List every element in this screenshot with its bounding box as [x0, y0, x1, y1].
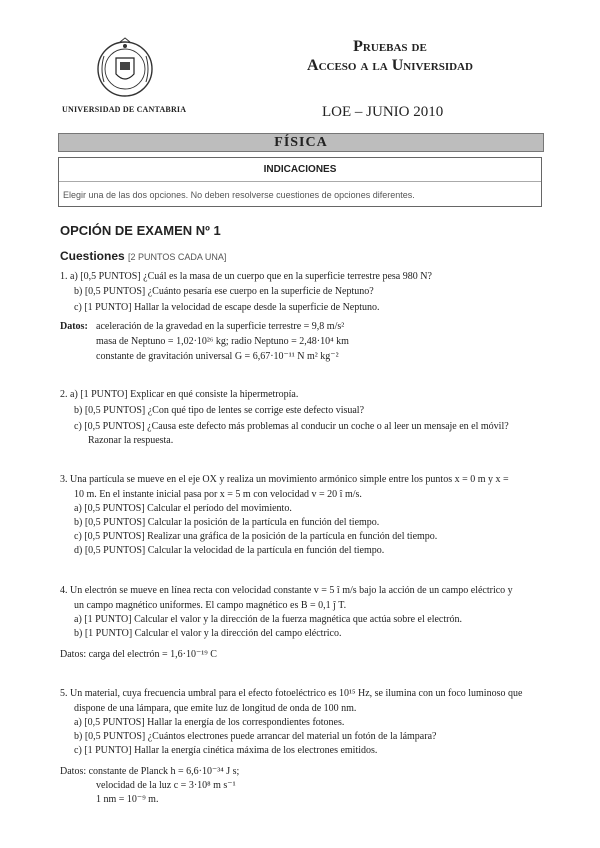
q2-part-a: 2. a) [1 PUNTO] Explicar en qué consiste la hipermetropía.: [60, 389, 299, 400]
exam-title: [260, 38, 520, 76]
cuestiones-points: [2 PUNTOS CADA UNA]: [128, 252, 227, 262]
q2-part-c-cont: Razonar la respuesta.: [88, 435, 174, 446]
seal-emblem-icon: [96, 36, 154, 102]
q3-intro-1: 3. Una partícula se mueve en el eje OX y realiza un movimiento armónico simple entre los puntos x = 0 m y x =: [60, 474, 509, 485]
indications-box: [58, 157, 542, 207]
q3-part-b: b) [0,5 PUNTOS] Calcular la posición de la partícula en función del tiempo.: [74, 517, 380, 528]
q5-data-2: velocidad de la luz c = 3·10⁸ m s⁻¹: [96, 780, 236, 791]
university-seal: [96, 36, 154, 102]
q5-data-1: Datos: constante de Planck h = 6,6·10⁻³⁴ J s;: [60, 766, 240, 777]
q1-data-3: constante de gravitación universal G = 6,67·10⁻¹¹ N m² kg⁻²: [96, 351, 339, 362]
university-name: UNIVERSIDAD DE CANTABRIA: [62, 105, 187, 114]
option-title: OPCIÓN DE EXAMEN Nº 1: [60, 223, 221, 238]
q5-intro-1: 5. Un material, cuya frecuencia umbral para el efecto fotoeléctrico es 10¹⁵ Hz, se ilumina con un foco luminoso que: [60, 688, 523, 699]
indications-heading: INDICACIONES: [263, 164, 337, 175]
q4-part-a: a) [1 PUNTO] Calcular el valor y la dirección de la fuerza magnética que actúa sobre el electrón.: [74, 614, 462, 625]
q1-part-b: b) [0,5 PUNTOS] ¿Cuánto pesaría ese cuerpo en la superficie de Neptuno?: [74, 286, 374, 297]
indications-divider: [59, 181, 541, 182]
q5-part-a: a) [0,5 PUNTOS] Hallar la energía de los correspondientes fotones.: [74, 717, 345, 728]
exam-title-line1: Pruebas de: [353, 38, 427, 55]
q5-data-3: 1 nm = 10⁻⁹ m.: [96, 794, 159, 805]
q2-part-b: b) [0,5 PUNTOS] ¿Con qué tipo de lentes se corrige este defecto visual?: [74, 405, 365, 416]
subject-bar: [58, 133, 544, 152]
q5-part-c: c) [1 PUNTO] Hallar la energía cinética máxima de los electrones emitidos.: [74, 745, 378, 756]
q1-data-1: aceleración de la gravedad en la superficie terrestre = 9,8 m/s²: [96, 321, 345, 332]
cuestiones-label: Cuestiones: [60, 249, 125, 263]
q3-part-d: d) [0,5 PUNTOS] Calcular la velocidad de la partícula en función del tiempo.: [74, 545, 385, 556]
q5-part-b: b) [0,5 PUNTOS] ¿Cuántos electrones puede arrancar del material un fotón de la lámpara?: [74, 731, 437, 742]
q1-data-2: masa de Neptuno = 1,02·10²⁶ kg; radio Neptuno = 2,48·10⁴ km: [96, 336, 349, 347]
q2-part-c: c) [0,5 PUNTOS] ¿Causa este defecto más problemas al conducir un coche o al leer un mensaje en el móvil?: [74, 421, 509, 432]
indications-text: Elegir una de las dos opciones. No deben resolverse cuestiones de opciones diferentes.: [63, 190, 415, 200]
cuestiones-heading: [60, 249, 226, 264]
q4-intro-1: 4. Un electrón se mueve en línea recta con velocidad constante v = 5 î m/s bajo la acción de un campo eléctrico y: [60, 585, 513, 596]
q4-intro-2: un campo magnético uniformes. El campo magnético es B = 0,1 ĵ T.: [74, 600, 347, 611]
q3-part-c: c) [0,5 PUNTOS] Realizar una gráfica de la posición de la partícula en función del tiempo.: [74, 531, 438, 542]
q3-intro-2: 10 m. En el instante inicial pasa por x = 5 m con velocidad v = 20 î m/s.: [74, 489, 362, 500]
subject-title: FÍSICA: [274, 135, 328, 150]
q1-part-c: c) [1 PUNTO] Hallar la velocidad de escape desde la superficie de Neptuno.: [74, 302, 380, 313]
q1-datos-label: Datos:: [60, 321, 88, 332]
q5-intro-2: dispone de una lámpara, que emite luz de longitud de onda de 100 nm.: [74, 703, 357, 714]
q4-part-b: b) [1 PUNTO] Calcular el valor y la dirección del campo eléctrico.: [74, 628, 342, 639]
q1-part-a: 1. a) [0,5 PUNTOS] ¿Cuál es la masa de un cuerpo que en la superficie terrestre pesa 980 N?: [60, 271, 432, 282]
exam-session: LOE – JUNIO 2010: [322, 104, 444, 120]
q3-part-a: a) [0,5 PUNTOS] Calcular el período del movimiento.: [74, 503, 292, 514]
exam-title-line2: Acceso a la Universidad: [307, 57, 473, 74]
q4-datos: Datos: carga del electrón = 1,6·10⁻¹⁹ C: [60, 649, 217, 660]
